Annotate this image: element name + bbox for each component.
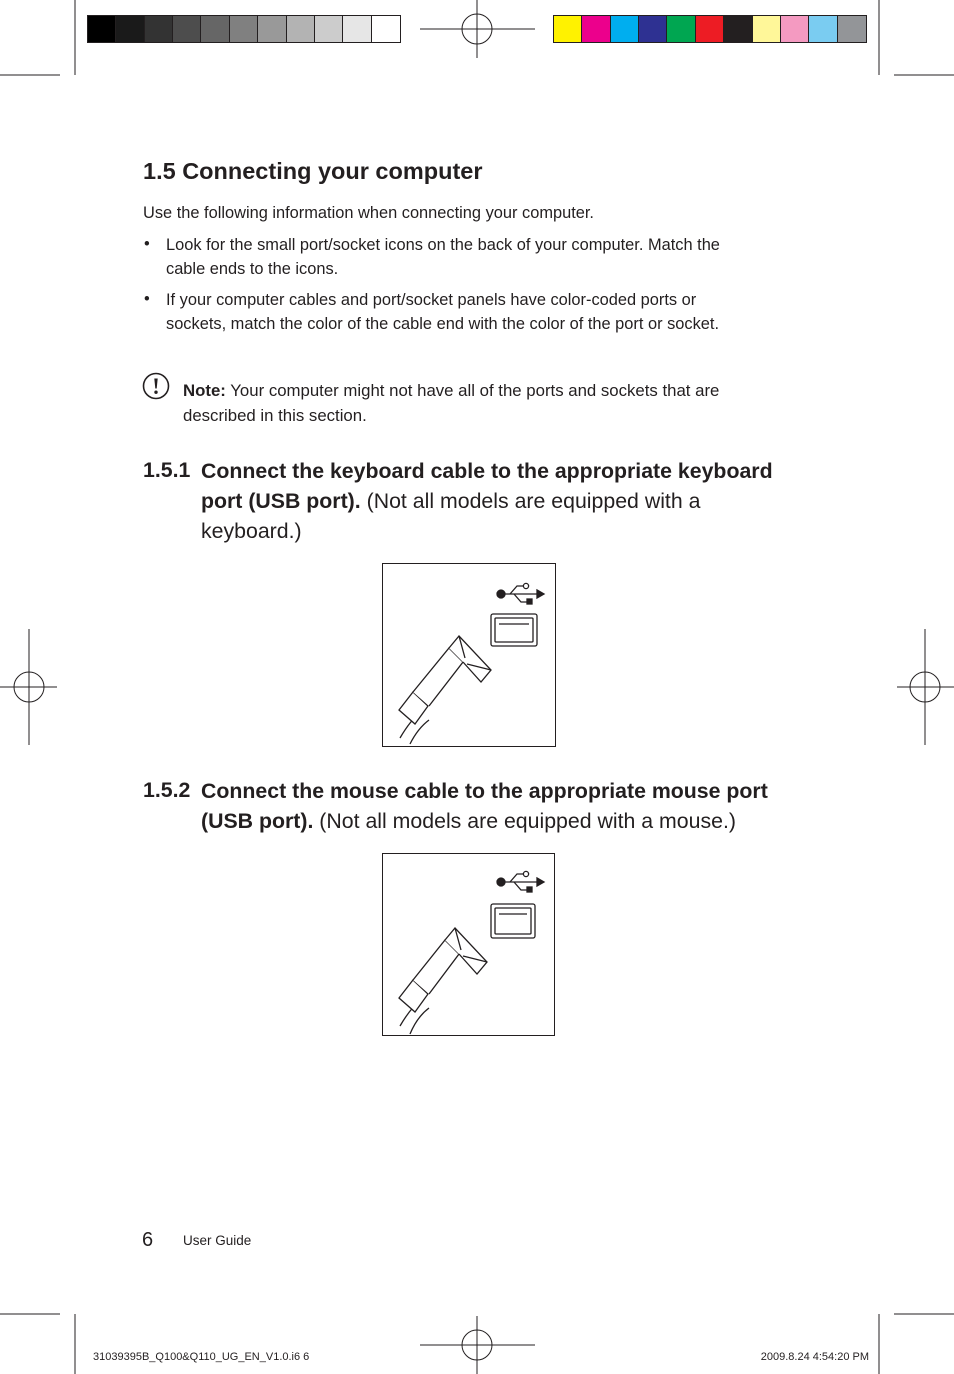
- grayscale-color-bar: [87, 15, 401, 43]
- color-swatch: [838, 16, 866, 42]
- gray-swatch: [201, 16, 229, 42]
- step-1-line-3: keyboard.): [201, 519, 302, 543]
- usb-icon: [497, 871, 544, 892]
- page-number: 6: [142, 1229, 154, 1251]
- color-swatch: [781, 16, 809, 42]
- process-color-bar: [553, 15, 867, 43]
- gray-swatch: [116, 16, 144, 42]
- note-label: Note:: [183, 381, 226, 400]
- mouse-usb-figure: [382, 853, 555, 1036]
- print-slug-date: 2009.8.24 4:54:20 PM: [760, 1351, 869, 1363]
- gray-swatch: [258, 16, 286, 42]
- step-2-number: 1.5.2: [143, 778, 191, 802]
- gray-swatch: [372, 16, 400, 42]
- step-1-line-2: port (USB port). (Not all models are equipped with a: [201, 489, 701, 513]
- color-swatch: [809, 16, 837, 42]
- step-1-number: 1.5.1: [143, 458, 191, 482]
- color-swatch: [639, 16, 667, 42]
- usb-port: [491, 614, 537, 646]
- note-line-1: Note: Your computer might not have all of the ports and sockets that are: [183, 381, 720, 400]
- exclamation-circle-icon: [142, 372, 170, 400]
- bullet-symbol: •: [144, 290, 150, 308]
- bullet-2-line-1: If your computer cables and port/socket panels have color-coded ports or: [166, 291, 697, 309]
- footer-guide-label: User Guide: [183, 1233, 252, 1248]
- bullet-2-line-2: sockets, match the color of the cable end with the color of the port or socket.: [166, 315, 720, 333]
- gray-swatch: [145, 16, 173, 42]
- color-swatch: [582, 16, 610, 42]
- gray-swatch: [315, 16, 343, 42]
- gray-swatch: [173, 16, 201, 42]
- usb-plug: [399, 636, 491, 744]
- intro-text: Use the following information when connecting your computer.: [143, 204, 594, 222]
- usb-port: [491, 904, 535, 938]
- color-swatch: [753, 16, 781, 42]
- color-swatch: [667, 16, 695, 42]
- usb-plug: [399, 928, 487, 1034]
- print-slug-file: 31039395B_Q100&Q110_UG_EN_V1.0.i6 6: [93, 1351, 310, 1363]
- gray-swatch: [88, 16, 116, 42]
- step-1-line-1: Connect the keyboard cable to the appropriate keyboard: [201, 459, 773, 483]
- bullet-1-line-1: Look for the small port/socket icons on the back of your computer. Match the: [166, 236, 720, 254]
- color-swatch: [724, 16, 752, 42]
- bullet-1-line-2: cable ends to the icons.: [166, 260, 339, 278]
- section-title: 1.5 Connecting your computer: [143, 158, 483, 184]
- gray-swatch: [343, 16, 371, 42]
- step-2-line-1: Connect the mouse cable to the appropriate mouse port: [201, 779, 768, 803]
- bullet-symbol: •: [144, 235, 150, 253]
- color-swatch: [554, 16, 582, 42]
- note-line-2: described in this section.: [183, 406, 367, 425]
- color-swatch: [611, 16, 639, 42]
- gray-swatch: [287, 16, 315, 42]
- step-2-line-2: (USB port). (Not all models are equipped with a mouse.): [201, 809, 736, 833]
- color-swatch: [696, 16, 724, 42]
- keyboard-usb-figure: [382, 563, 556, 747]
- gray-swatch: [230, 16, 258, 42]
- usb-icon: [497, 583, 544, 604]
